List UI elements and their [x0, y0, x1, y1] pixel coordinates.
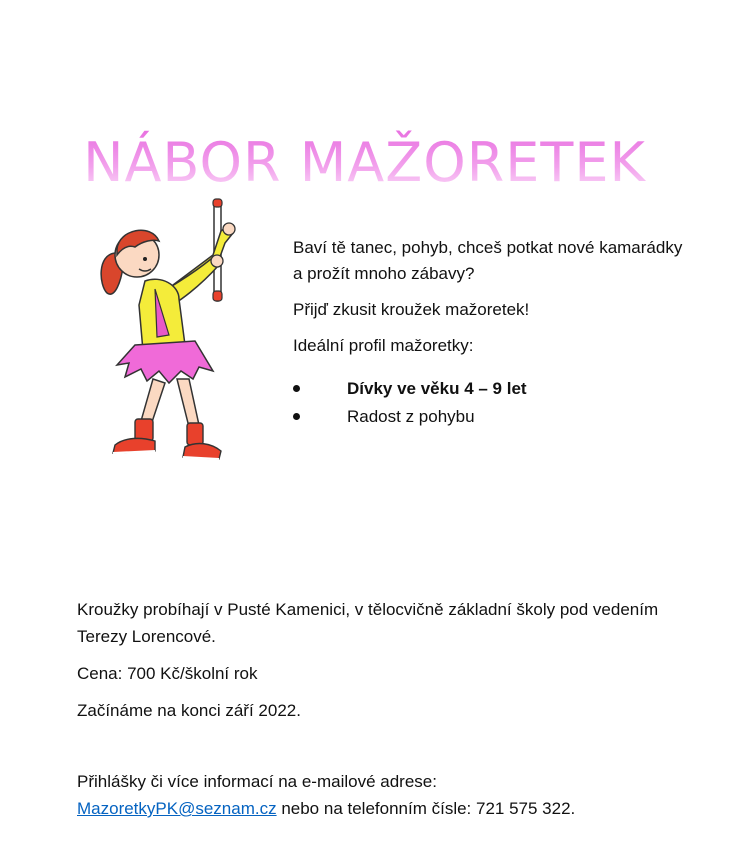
bullet-icon [293, 413, 300, 420]
profile-heading: Ideální profil mažoretky: [293, 336, 474, 355]
info-section [77, 596, 697, 822]
list-item [293, 375, 693, 403]
contact-line [77, 795, 697, 822]
contact-intro: Přihlášky či více informací na e-mailové adrese: [77, 772, 437, 791]
list-item [293, 403, 693, 431]
intro-section [293, 235, 693, 431]
phone-text: nebo na telefonním čísle: 721 575 322. [276, 799, 576, 818]
price-text: Cena: 700 Kč/školní rok [77, 664, 258, 683]
intro-invitation: Přijď zkusit kroužek mažoretek! [293, 300, 530, 319]
majorette-illustration [95, 195, 255, 467]
page-title: NÁBOR MAŽORETEK [0, 128, 729, 198]
intro-question: Baví tě tanec, pohyb, chceš potkat nové kamarádky a prožít mnoho zábavy? [293, 238, 683, 283]
list-item-text: Radost z pohybu [347, 407, 475, 426]
email-link[interactable]: MazoretkyPK@seznam.cz [77, 799, 277, 818]
location-text: Kroužky probíhají v Pusté Kamenici, v tělocvičně základní školy pod vedením Terezy Lorencové. [77, 600, 659, 646]
list-item-text: Dívky ve věku 4 – 9 let [347, 379, 527, 398]
profile-list [293, 375, 693, 431]
bullet-icon [293, 385, 300, 392]
start-text: Začínáme na konci září 2022. [77, 701, 301, 720]
